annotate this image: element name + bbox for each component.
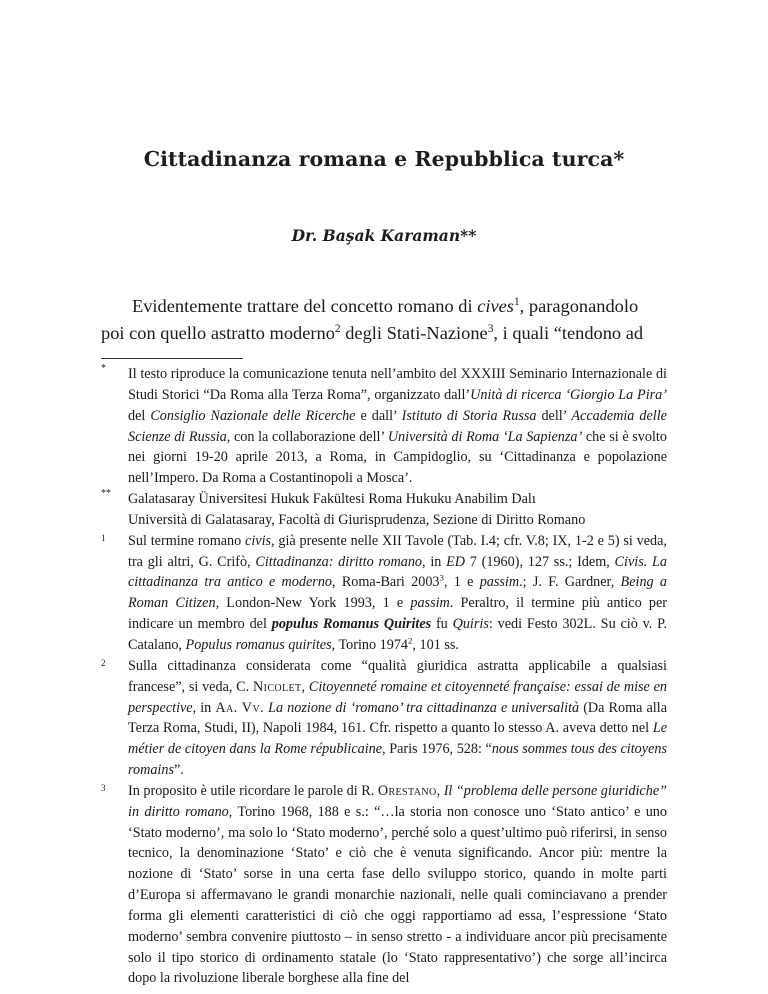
footnotes	[101, 364, 667, 989]
footnote-text: In proposito è utile ricordare le parole di R. Orestano, Il “problema delle persone giuridiche” in diritto romano, Torino 1968, 188 e s.: “…la storia non conosce uno ‘Stato antico’ e uno ‘Stato moderno’, ma solo lo ‘Stato moderno’, perché solo a quest’ultimo può riferirsi, in senso tecnico, la denominazione ‘Stato’ e ciò che è venuta significando. Ancor più: mentre la nozione di ‘Stato’ sorse in una certa fase dello sviluppo storico, quando in molte parti d’Europa si affermavano le grandi monarchie nazionali, nelle quali cominciavano a prender forma gli elementi caratteristici di ciò che oggi rapportiamo ad essa, l’espressione ‘Stato moderno’ sembra convenire piuttosto – in senso stretto - a individuare ancor più precisamente solo il tipo storico di ordinamento statale (lo ‘Stato rappresentativo’) che sorge all’incirca dopo la rivoluzione liberale borghese alla fine del	[128, 782, 668, 987]
footnote-1	[101, 531, 667, 656]
footnote-separator	[101, 358, 243, 359]
footnote-text: Il testo riproduce la comunicazione tenuta nell’ambito del XXXIII Seminario Internazionale di Studi Storici “Da Roma alla Terza Roma”, organizzato dall’Unità di ricerca ‘Giorgio La Pira’ del Consiglio Nazionale delle Ricerche e dall’ Istituto di Storia Russa dell’ Accademia delle Scienze di Russia, con la collaborazione dell’ Università di Roma ‘La Sapienza’ che si è svolto nei giorni 19-20 aprile 2013, a Roma, in Campidoglio, su ‘Cittadinanza e popolazione nell’Impero. Da Roma a Costantinopoli a Mosca’.	[128, 366, 668, 487]
footnote-star	[101, 364, 667, 489]
footnote-ref[interactable]: 1	[513, 295, 520, 308]
footnote-text: Galatasaray Üniversitesi Hukuk Fakültesi Roma Hukuku Anabilim Dalı Università di Galatasaray, Facoltà di Giurisprudenza, Sezione di Diritto Romano	[128, 491, 586, 528]
article-title: Cittadinanza romana e Repubblica turca*	[143, 147, 625, 171]
footnote-3	[101, 781, 667, 989]
footnote-marker: **	[101, 488, 111, 500]
footnote-ref[interactable]: 3	[487, 322, 494, 335]
footnote-2	[101, 656, 667, 781]
footnote-text: Sul termine romano civis, già presente nelle XII Tavole (Tab. I.4; cfr. V.8; IX, 1-2 e 5) si veda, tra gli altri, G. Crifò, Cittadinanza: diritto romano, in ED 7 (1960), 127 ss.; Idem, Civis. La cittadinanza tra antico e moderno, Roma-Bari 2003$^3$, 1 e passim.; J. F. Gardner, Being a Roman Citizen, London-New York 1993, 1 e passim. Peraltro, il termine più antico per indicare un membro del populus Romanus Quirites fu Quiris: vedi Festo 302L. Su ciò v. P. Catalano, Populus romanus quirites, Torino 1974$^2$, 101 ss.	[128, 532, 668, 653]
footnote-marker: 2	[101, 657, 106, 668]
body-paragraph	[101, 293, 665, 347]
footnote-marker: 3	[101, 782, 106, 793]
footnote-double-star	[101, 489, 667, 531]
footnote-marker: 1	[101, 532, 106, 543]
body-line: poi con quello astratto moderno$^2$ degli Stati-Nazione$^3$, i quali “tendono ad	[101, 322, 644, 343]
footnote-marker: *	[101, 363, 106, 374]
footnote-ref[interactable]: 2	[334, 322, 341, 335]
article-author: Dr. Başak Karaman**	[291, 226, 477, 245]
body-line: Evidentemente trattare del concetto romano di cives$^1$, paragonandolo	[132, 295, 639, 316]
footnote-text: Sulla cittadinanza considerata come “qualità giuridica astratta applicabile a qualsiasi francese”, si veda, C. Nicolet, Citoyenneté romaine et citoyenneté française: essai de mise en perspective, in Aa. Vv. La nozione di ‘romano’ tra cittadinanza e universalità (Da Roma alla Terza Roma, Studi, II), Napoli 1984, 161. Cfr. rispetto a quanto lo stesso A. aveva detto nel Le métier de citoyen dans la Rome républicaine, Paris 1976, 528: “nous sommes tous des citoyens romains”.	[128, 657, 667, 779]
